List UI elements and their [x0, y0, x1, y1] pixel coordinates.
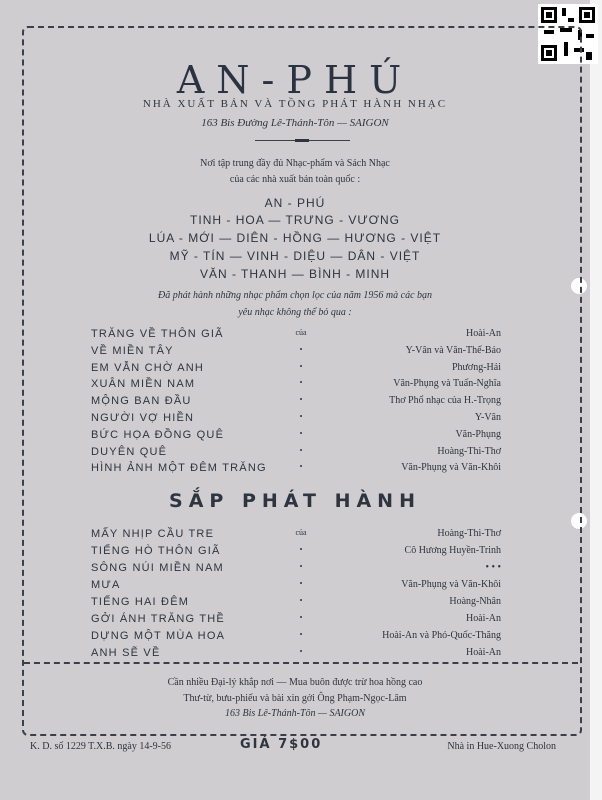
publisher-title: AN-PHÚ: [176, 58, 414, 102]
song-row: [91, 345, 501, 361]
released-intro: Đã phát hành những nhạc phẩm chọn lọc của năm 1956 mà các bạn: [157, 290, 433, 301]
song-title: TIẾNG HAI ĐÊM: [91, 596, 190, 608]
song-author: Cô Hương Huyền-Trinh: [404, 545, 501, 556]
ditto-mark: •: [299, 579, 303, 588]
ditto-mark: •: [299, 613, 303, 622]
publisher-list-item: AN - PHÚ: [264, 196, 326, 210]
song-row: [91, 429, 501, 445]
song-author: Văn-Phụng và Văn-Khôi: [401, 462, 501, 474]
song-author: Thơ Phổ nhạc của H.-Trọng: [389, 395, 501, 407]
song-row: [91, 562, 501, 578]
song-author: Hoài-An: [466, 613, 501, 624]
song-title: TIẾNG HÒ THÔN GIÃ: [91, 545, 221, 557]
intro-line: Nơi tập trung đầy đủ Nhạc-phẩm và Sách Nhạc: [200, 158, 390, 169]
song-row: [91, 579, 501, 595]
song-title: TRĂNG VỀ THÔN GIÃ: [91, 328, 224, 340]
contact-line: Thư-từ, bưu-phiếu và bài xin gởi Ông Phạm-Ngọc-Lâm: [183, 693, 407, 704]
song-row: [91, 528, 501, 544]
song-author: Hoài-An và Phó-Quốc-Thăng: [382, 630, 501, 641]
song-row: [91, 462, 501, 478]
ornament-rule: [255, 140, 350, 141]
song-author: Phương-Hải: [451, 361, 501, 373]
song-row: [91, 446, 501, 462]
song-title: GỞI ÁNH TRĂNG THỀ: [91, 613, 225, 625]
song-row: [91, 630, 501, 646]
song-title: MẤY NHỊP CẦU TRE: [91, 528, 215, 540]
ditto-mark: •: [299, 462, 303, 472]
song-title: HÌNH ẢNH MỘT ĐÊM TRĂNG: [91, 462, 267, 475]
ditto-mark: •: [299, 545, 303, 554]
song-title: EM VẪN CHỜ ANH: [91, 361, 205, 374]
song-author: Hoàng-Thi-Thơ: [437, 528, 501, 539]
ditto-mark: •: [299, 344, 303, 354]
license-info: K. D. số 1229 T.X.B. ngày 14-9-56: [30, 741, 172, 752]
song-row: [91, 596, 501, 612]
song-author: Văn-Phụng và Tuấn-Nghĩa: [393, 378, 501, 390]
intro-line: của các nhà xuất bản toàn quốc :: [229, 174, 361, 185]
ditto-mark: •: [299, 395, 303, 405]
ditto-mark: •: [299, 361, 303, 371]
ditto-mark: của: [295, 328, 307, 337]
song-row: [91, 362, 501, 378]
publisher-list-item: MỸ - TÍN — VINH - DIỆU — DÂN - VIỆT: [169, 249, 421, 263]
song-author: Hoàng-Nhân: [449, 596, 501, 607]
song-author: • • •: [485, 562, 501, 573]
song-author: Văn-Phụng: [455, 428, 501, 440]
upcoming-heading: SẮP PHÁT HÀNH: [169, 490, 421, 512]
song-title: ANH SẼ VỀ: [91, 647, 161, 659]
publisher-list-item: TINH - HOA — TRƯNG - VƯƠNG: [190, 213, 400, 227]
song-title: BỨC HỌA ĐỒNG QUÊ: [91, 428, 225, 441]
song-row: [91, 647, 501, 663]
printer-info: Nhà in Hue-Xuong Cholon: [447, 741, 556, 752]
ditto-mark: •: [299, 562, 303, 571]
ditto-mark: của: [295, 528, 307, 537]
song-author: Hoài-An: [466, 647, 501, 658]
song-author: Y-Vân và Văn-Thế-Bảo: [405, 344, 501, 356]
ditto-mark: •: [299, 647, 303, 656]
song-author: Hoàng-Thi-Thơ: [437, 445, 501, 457]
song-title: NGƯỜI VỢ HIỀN: [91, 412, 195, 424]
song-title: DUYÊN QUÊ: [91, 445, 168, 458]
song-row: [91, 395, 501, 411]
song-row: [91, 412, 501, 428]
song-author: Văn-Phụng và Văn-Khôi: [401, 579, 501, 590]
ditto-mark: •: [299, 445, 303, 455]
song-title: VỀ MIỀN TÂY: [91, 344, 174, 357]
ditto-mark: •: [299, 596, 303, 605]
released-intro: yêu nhạc không thể bỏ qua :: [238, 307, 352, 318]
song-row: [91, 613, 501, 629]
song-row: [91, 545, 501, 561]
ditto-mark: •: [299, 428, 303, 438]
song-title: MƯA: [91, 579, 121, 591]
song-author: Y-Vân: [474, 412, 501, 423]
song-row: [91, 328, 501, 344]
contact-address: 163 Bis Lê-Thánh-Tôn — SAIGON: [224, 708, 365, 719]
song-title: MỘNG BAN ĐẦU: [91, 395, 192, 408]
contact-line: Cần nhiều Đại-lý khắp nơi — Mua buôn được trừ hoa hồng cao: [167, 677, 423, 688]
ditto-mark: •: [299, 378, 303, 388]
publisher-list-item: LÚA - MỚI — DIÊN - HỒNG — HƯƠNG - VIỆT: [148, 231, 442, 245]
song-title: DỰNG MỘT MÙA HOA: [91, 630, 226, 642]
song-row: [91, 378, 501, 394]
ditto-mark: •: [299, 412, 303, 421]
song-title: XUÂN MIỀN NAM: [91, 378, 196, 391]
publisher-address: 163 Bis Đường Lê-Thánh-Tôn — SAIGON: [201, 117, 389, 129]
publisher-subtitle: NHÀ XUẤT BẢN VÀ TỒNG PHÁT HÀNH NHẠC: [142, 98, 448, 110]
ditto-mark: •: [299, 630, 303, 639]
song-title: SÔNG NÚI MIỀN NAM: [91, 562, 224, 574]
price: GIÁ 7$00: [240, 737, 323, 752]
song-author: Hoài-An: [466, 328, 501, 339]
publisher-list-item: VĂN - THANH — BÌNH - MINH: [199, 267, 391, 281]
